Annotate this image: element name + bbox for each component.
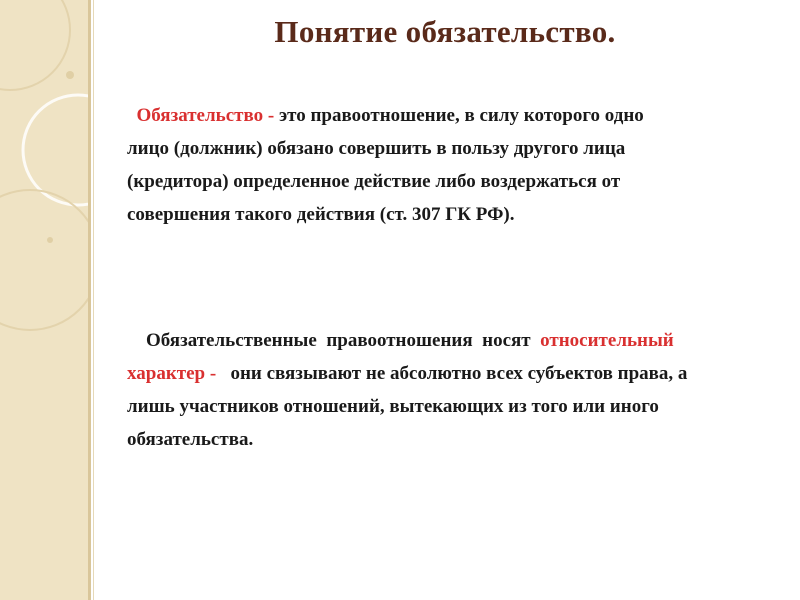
definition-line-1 [127,99,792,132]
relative-line-1 [127,324,792,357]
definition-line-2: лицо (должник) обязано совершить в пользу другого лица [127,138,626,159]
relative-character-paragraph [127,324,792,456]
sidebar-divider [88,0,91,600]
relative-term: относительный [540,330,674,351]
definition-line-4: совершения такого действия (ст. 307 ГК РФ). [127,204,515,225]
relative-line-2-text: они связывают не абсолютно всех субъектов права, а [216,363,688,384]
definition-line-1-text: это правоотношение, в силу которого одно [274,105,644,126]
definition-paragraph [127,99,792,231]
sidebar-divider-thin [93,0,94,600]
definition-term: Обязательство - [136,105,275,126]
decorative-circles [0,0,88,600]
decorative-sidebar [0,0,88,600]
relative-line-3: лишь участников отношений, вытекающих из того или иного [127,396,659,417]
relative-line-4: обязательства. [127,429,254,450]
character-term: характер - [127,363,217,384]
relative-line-1-text: Обязательственные правоотношения носят [146,330,541,351]
slide-title: Понятие обязательство. [274,14,616,49]
definition-line-3: (кредитора) определенное действие либо воздержаться от [127,171,621,192]
relative-line-2 [127,357,792,390]
